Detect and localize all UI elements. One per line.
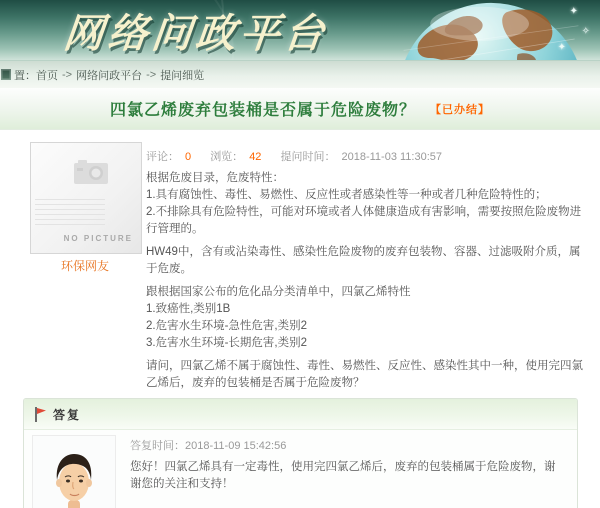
ask-time-label: 提问时间： [280,151,336,163]
question-author: 环保网友 [60,259,109,273]
no-picture-label: NO PICTURE [63,234,133,243]
breadcrumb-home-link[interactable]: 首页 [36,69,58,82]
reply-header-label: 答复 [53,407,82,422]
responder-avatar [32,435,116,508]
comments-count: 0 [185,151,192,163]
location-icon [1,69,11,80]
breadcrumb-separator: -> [146,68,157,81]
question-body-line: 3.危害水生环境-长期危害,类别2 [146,337,308,349]
comments-label: 评论： [146,151,179,163]
status-badge: 【已办结】 [430,103,490,116]
question-body-line: 1.具有腐蚀性、毒性、易燃性、反应性或者感染性等一种或者几种危险特性的； [146,189,547,201]
site-title: 网络问政平台 [61,12,330,56]
reply-header [24,399,577,430]
sparkle-icon: ✦ [557,42,566,53]
question-body-line: 2.不排除具有危险特性，可能对环境或者人体健康造成有害影响，需要按照危险废物进行管理的。 [146,206,582,235]
reply-text: 您好！四氯乙烯具有一定毒性，使用完四氯乙烯后，废弃的包装桶属于危险废物，谢谢您的关注和支持！ [130,461,556,490]
breadcrumb-current: 提问细览 [160,69,205,82]
question-body [146,170,590,392]
question-body-line: 根据危废目录，危废特性： [146,172,284,184]
question-title: 四氯乙烯废弃包装桶是否属于危险废物？ [109,102,416,119]
camera-icon [73,159,109,185]
question-image-placeholder [30,142,142,254]
question-body-line: HW49中，含有或沾染毒性、感染性危险废物的废弃包装物、容器、过滤吸附介质，属于危废。 [146,246,581,275]
question-body-line: 1.致癌性,类别1B [146,303,231,315]
question-meta [146,148,448,164]
breadcrumb [0,61,600,88]
site-banner [0,0,600,61]
flag-icon [34,407,47,422]
breadcrumb-prefix: 置： [14,69,36,82]
placeholder-texture [35,199,105,227]
sparkle-icon: ✦ [569,6,578,17]
views-label: 浏览： [210,151,244,163]
ask-time: 2018-11-03 11:30:57 [341,151,443,163]
breadcrumb-platform-link[interactable]: 网络问政平台 [76,69,143,82]
reply-panel [23,398,578,508]
question-title-band [0,88,600,130]
sparkle-icon: ✧ [581,26,590,37]
reply-time: 2018-11-09 15:42:56 [185,440,287,452]
views-count: 42 [249,151,262,163]
reply-time-label: 答复时间： [130,440,185,452]
responder-avatar-image [33,436,115,508]
breadcrumb-separator: -> [62,68,73,81]
question-body-line: 跟根据国家公布的危化品分类清单中，四氯乙烯特性 [146,286,411,298]
reply-time-row [130,437,286,453]
question-body-line: 2.危害水生环境-急性危害,类别2 [146,320,308,332]
question-body-line: 请问，四氯乙烯不属于腐蚀性、毒性、易燃性、反应性、感染性其中一种，使用完四氯乙烯后，废弃的包装桶是否属于危险废物？ [146,360,583,389]
